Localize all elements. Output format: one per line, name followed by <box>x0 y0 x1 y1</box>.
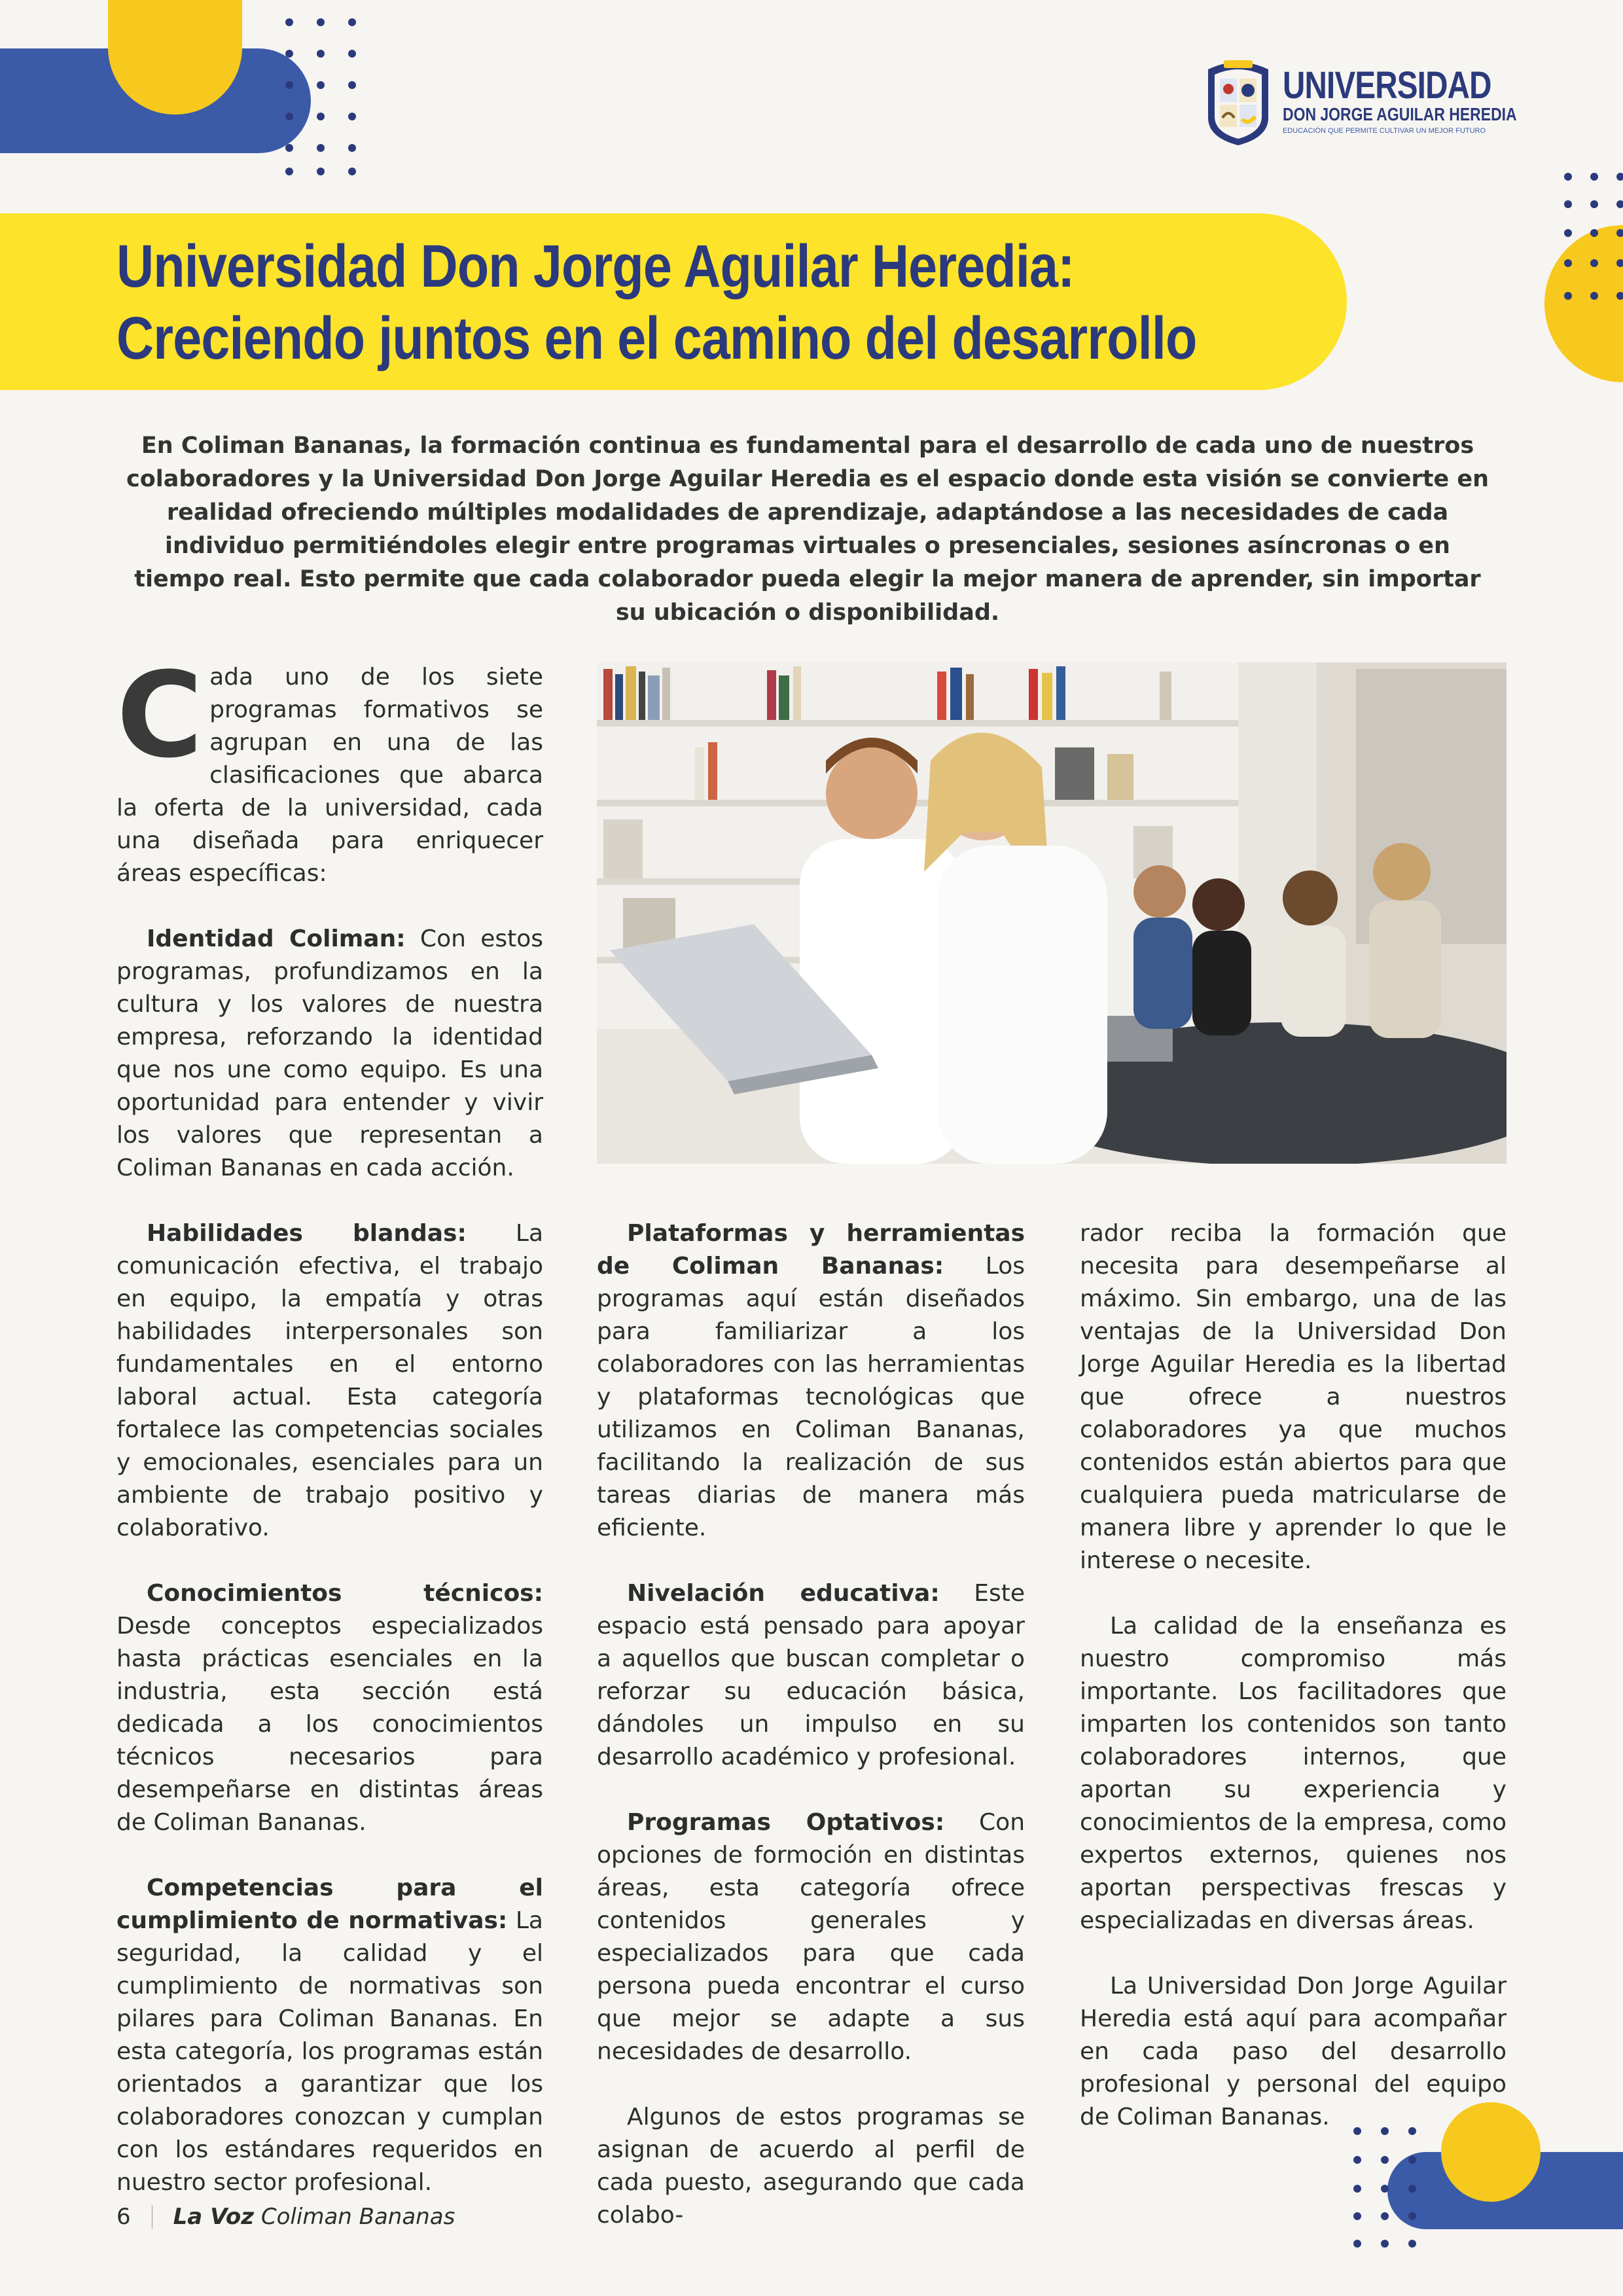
paragraph-algunos-start: Algunos de estos programas se asignan de acuerdo al perfil de cada puesto, asegurando que cada colabo- <box>597 2104 1025 2229</box>
article-photo <box>597 662 1507 1164</box>
section-conocimientos-text: Desde conceptos especializados hasta prácticas esenciales en la industria, esta sección está dedicada a los conocimientos técnicos necesarios para desempeñarse en distintas áreas de Coliman Bananas. <box>116 1613 543 1836</box>
article-title-line2: Creciendo juntos en el camino del desarrollo <box>116 305 1197 372</box>
section-habilidades-text: La comunicación efectiva, el trabajo en equipo, la empatía y otras habilidades interpersonales son fundamentales en el entorno laboral actual. Esta categoría fortalece las competencias sociales y emocionales, esenciales para un ambiente de trabajo positivo y colaborativo. <box>116 1220 543 1541</box>
section-nivelacion <box>597 1577 1025 1774</box>
section-optativos-text: Con opciones de formoción en distintas áreas, esta categoría ofrece contenidos generales y especializados para que cada persona pueda encontrar el curso que mejor se adapte a sus necesidades de desarrollo. <box>597 1809 1026 2065</box>
dot-grid-right-svg <box>1563 171 1623 306</box>
paragraph-algunos-continued: rador reciba la formación que necesita para desempeñarse al máximo. Sin embargo, una de las ventajas de la Universidad Don Jorge Aguilar Heredia es la libertad que ofrece a nuestros colaboradores ya que muchos contenidos están abiertos para que cualquiera pueda matricularse de manera libre y aprender lo que le interese o necesite. <box>1080 1220 1507 1574</box>
publication-name <box>173 2200 455 2233</box>
section-identidad <box>116 923 543 1185</box>
article-intro: En Coliman Bananas, la formación continua es fundamental para el desarrollo de cada uno de nuestros colaboradores y la Universidad Don Jorge Aguilar Heredia es el espacio donde esta visión se convierte en realidad ofreciendo múltiples modalidades de aprendizaje, adaptándose a las necesidades de cada individuo permitiéndoles elegir entre programas virtuales o presenciales, sesiones asíncronas o en tiempo real. Esto permite que cada colaborador pueda elegir la mejor manera de aprender, sin importar su ubicación o disponibilidad. <box>126 433 1489 626</box>
opening-text: ada uno de los siete programas formativos se agrupan en una de las clasificaciones que abarca la oferta de la universidad, cada una diseñada para enriquecer áreas específicas: <box>116 664 543 887</box>
section-identidad-text: Con estos programas, profundizamos en la cultura y los valores de nuestra empresa, reforzando la identidad que nos une como equipo. Es una oportunidad para entender y vivir los valores que representan a Coliman Bananas en cada acción. <box>116 925 543 1181</box>
section-plataformas <box>597 1217 1025 1545</box>
section-competencias-text: La seguridad, la calidad y el cumplimiento de normativas son pilares para Coliman Bananas. En esta categoría, los programas están orientados a garantizar que los colaboradores conozcan y cumplan con los estándares requeridos en nuestro sector profesional. <box>116 1907 543 2196</box>
section-habilidades-label: Habilidades blandas: <box>147 1220 467 1247</box>
paragraph-calidad: La calidad de la enseñanza es nuestro compromiso más importante. Los facilitadores que imparten los contenidos son tanto colaboradores internos, que aportan su experiencia y conocimientos de la empresa, como expertos externos, quienes nos aportan perspectivas frescas y especializadas en diversas áreas. <box>1080 1613 1507 1934</box>
university-logo <box>1202 52 1517 149</box>
opening-paragraph <box>116 647 543 890</box>
decor-dot-grid-right <box>1563 171 1623 309</box>
section-conocimientos <box>116 1577 543 1839</box>
publication-name-bold: La Voz <box>173 2204 255 2230</box>
page-number: 6 <box>116 2204 131 2230</box>
article-title <box>116 230 1197 374</box>
drop-cap: C <box>116 647 204 784</box>
logo-text-block <box>1283 64 1568 135</box>
dot-grid-top-svg <box>284 17 363 181</box>
crest-icon <box>1202 55 1275 147</box>
section-habilidades <box>116 1217 543 1545</box>
logo-tagline: EDUCACIÓN QUE PERMITE CULTIVAR UN MEJOR FUTURO <box>1283 127 1486 135</box>
logo-title: UNIVERSIDAD <box>1283 64 1491 107</box>
section-identidad-label: Identidad Coliman: <box>147 925 406 952</box>
section-optativos <box>597 1806 1025 2068</box>
photo-illustration <box>597 662 1507 1164</box>
decor-dot-grid-top <box>284 17 363 183</box>
section-plataformas-label: Plataformas y herramientas de Coliman Bananas: <box>597 1220 1025 1280</box>
section-competencias <box>116 1872 543 2199</box>
section-plataformas-text: Los programas aquí están diseñados para familiarizar a los colaboradores con las herramientas y plataformas tecnológicas que utilizamos en Coliman Bananas, facilitando la realización de sus tareas diarias de manera más eficiente. <box>597 1253 1025 1541</box>
column-2 <box>597 1217 1025 2232</box>
section-nivelacion-text: Este espacio está pensado para apoyar a aquellos que buscan completar o reforzar su educación básica, dándoles un impulso en su desarrollo académico y profesional. <box>597 1580 1025 1770</box>
column-1 <box>116 647 543 2232</box>
section-optativos-label: Programas Optativos: <box>627 1809 945 1836</box>
column-3 <box>1080 1217 1507 2166</box>
section-conocimientos-label: Conocimientos técnicos: <box>147 1580 543 1607</box>
section-nivelacion-label: Nivelación educativa: <box>627 1580 940 1607</box>
publication-name-italic: Coliman Bananas <box>260 2204 455 2230</box>
paragraph-final: La Universidad Don Jorge Aguilar Heredia está aquí para acompañar en cada paso del desarrollo profesional y personal del equipo de Coliman Bananas. <box>1080 1973 1507 2130</box>
logo-subtitle: DON JORGE AGUILAR HEREDIA <box>1283 104 1517 124</box>
page-footer <box>116 2200 455 2233</box>
crest-icon-svg <box>1202 55 1275 147</box>
section-competencias-label: Competencias para el cumplimiento de normativas: <box>116 1874 543 1934</box>
article-title-line1: Universidad Don Jorge Aguilar Heredia: <box>116 233 1075 300</box>
